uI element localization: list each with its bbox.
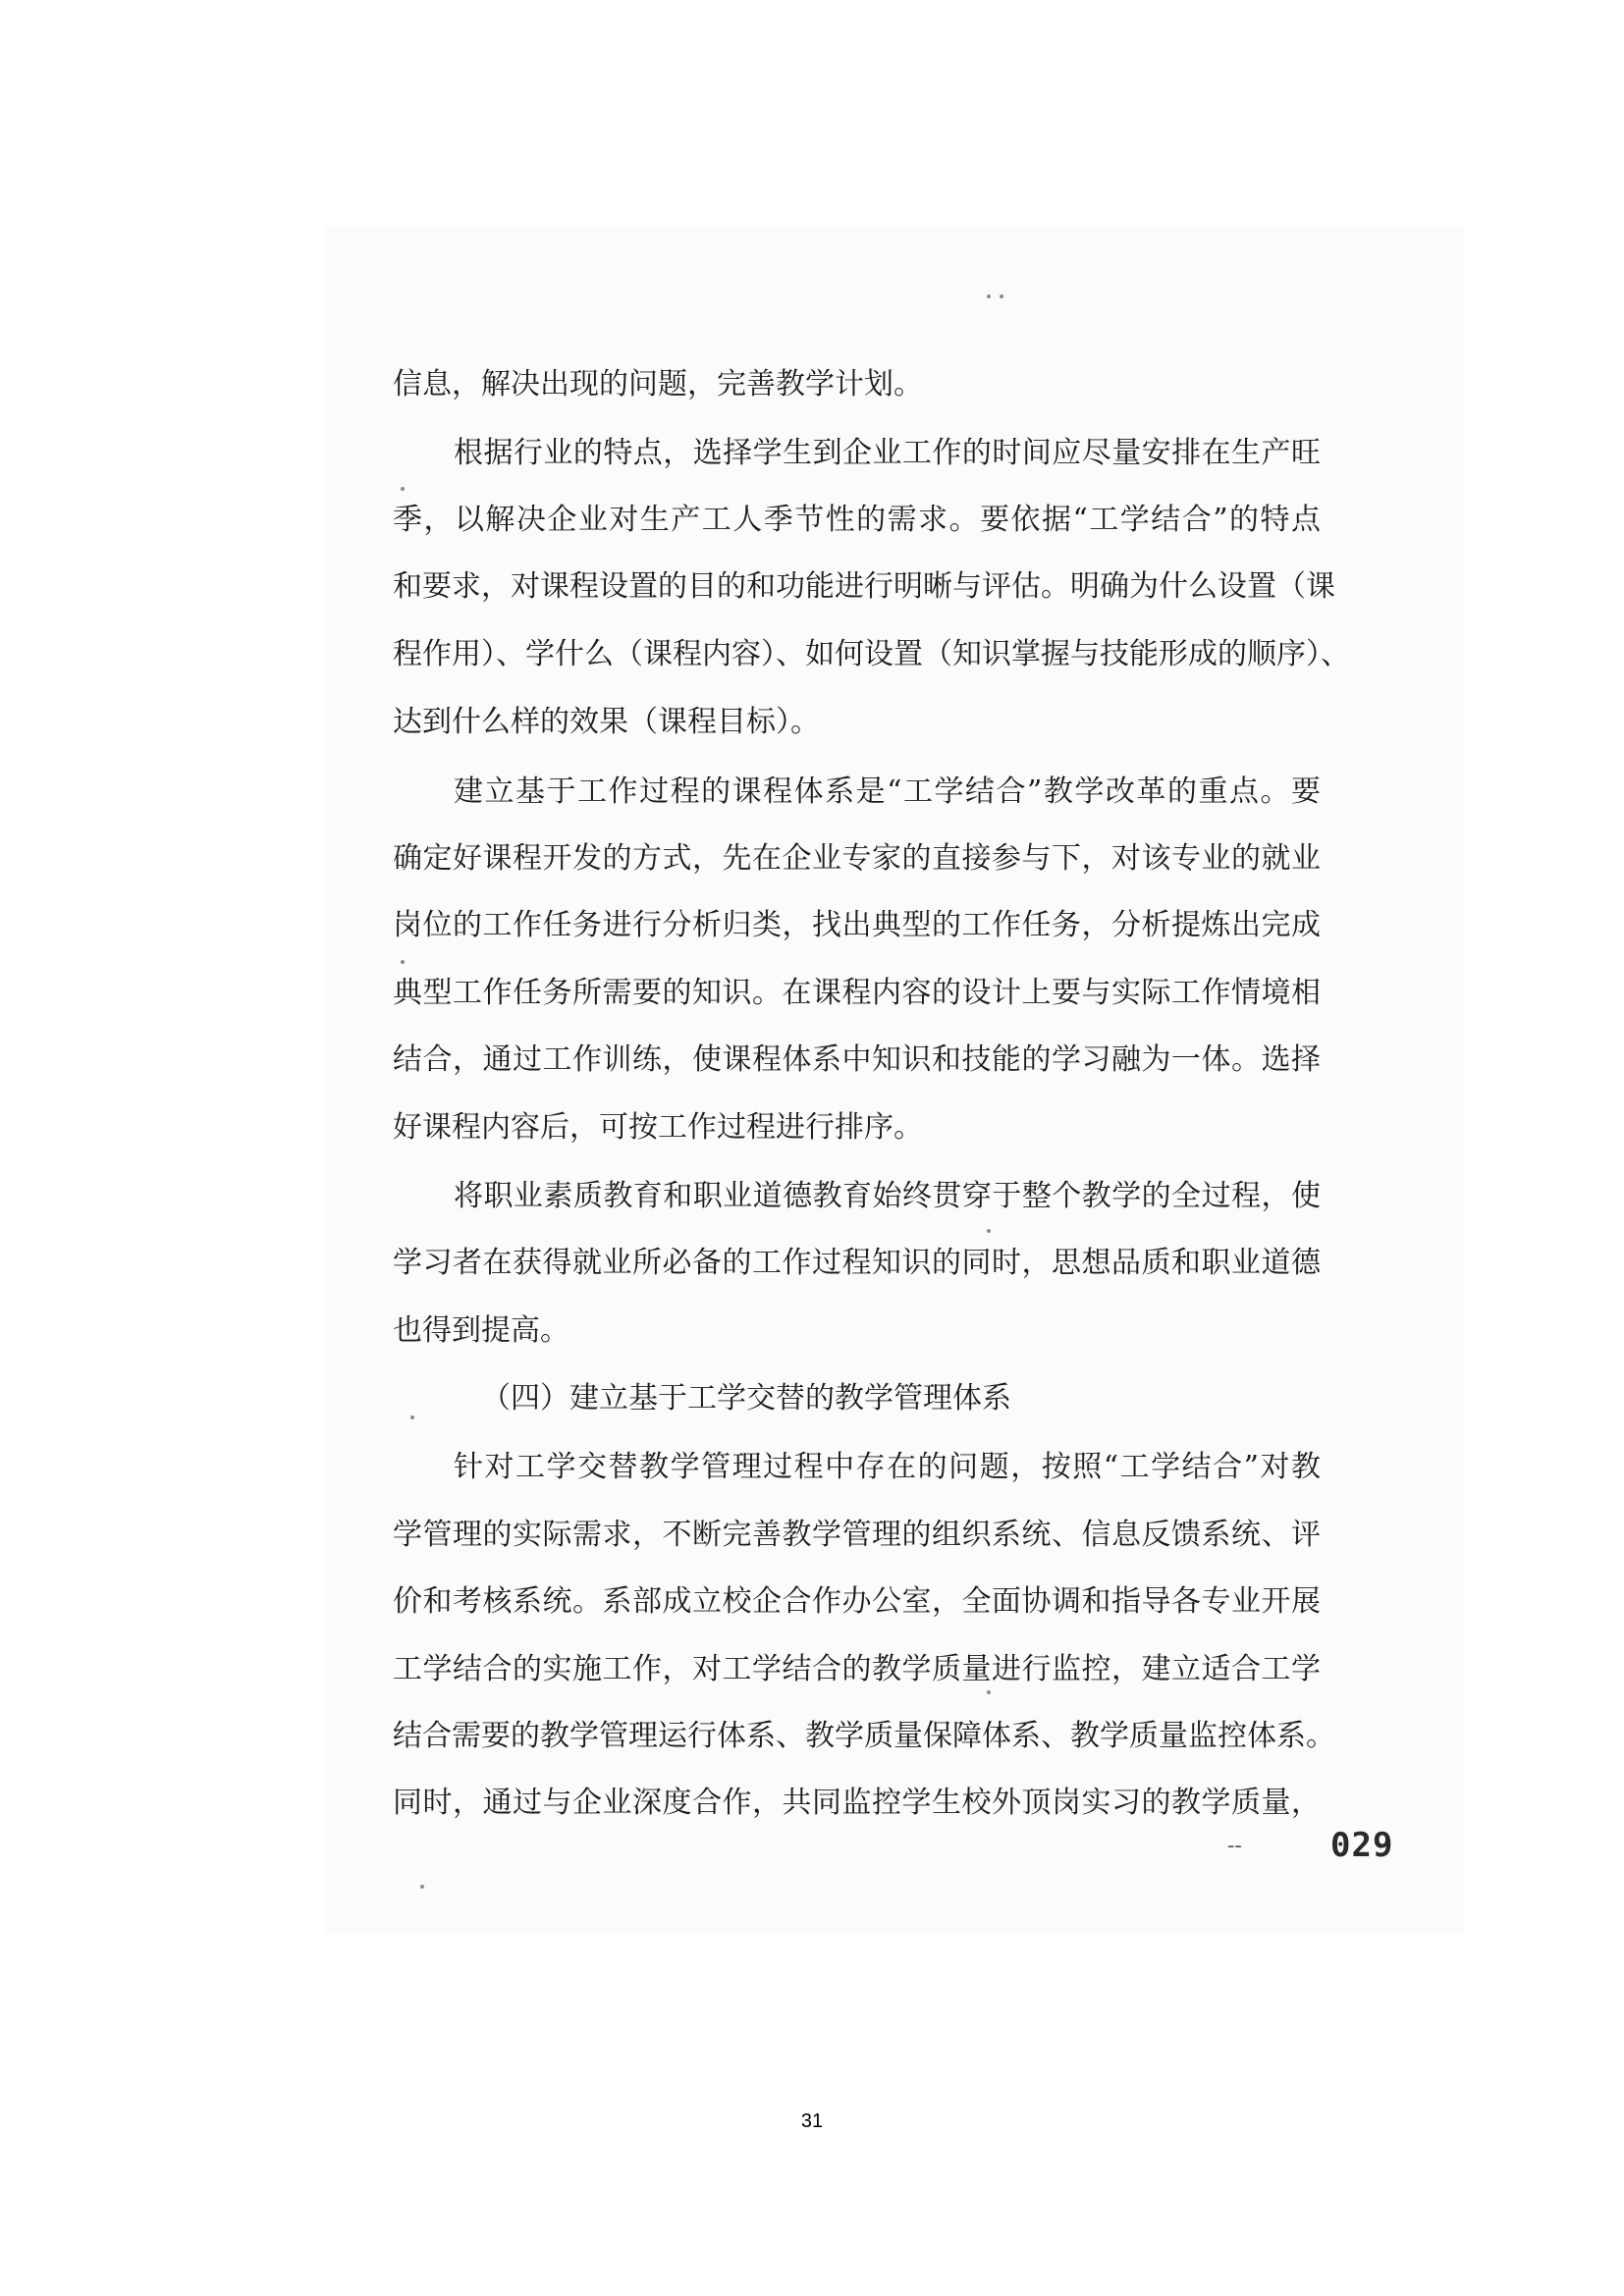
body-text-line: 确定好课程开发的方式，先在企业专家的直接参与下，对该专业的就业 — [393, 841, 1321, 876]
body-text-line: 同时，通过与企业深度合作，共同监控学生校外顶岗实习的教学质量， — [393, 1786, 1321, 1820]
scan-speck — [987, 1229, 991, 1233]
body-text-line: 达到什么样的效果（课程目标）。 — [393, 705, 820, 739]
body-text-line: 结合，通过工作训练，使课程体系中知识和技能的学习融为一体。选择 — [393, 1042, 1321, 1077]
section-heading: （四）建立基于工学交替的教学管理体系 — [481, 1381, 1011, 1415]
body-text-line: 根据行业的特点，选择学生到企业工作的时间应尽量安排在生产旺 — [454, 436, 1321, 470]
body-text-line: 也得到提高。 — [393, 1313, 569, 1348]
body-text-line: 结合需要的教学管理运行体系、教学质量保障体系、教学质量监控体系。 — [393, 1719, 1335, 1753]
body-text-line: 价和考核系统。系部成立校企合作办公室，全面协调和指导各专业开展 — [393, 1584, 1321, 1619]
body-text-line: 针对工学交替教学管理过程中存在的问题，按照“工学结合”对教 — [454, 1450, 1321, 1484]
scan-speck — [420, 1885, 424, 1889]
body-text-line: 岗位的工作任务进行分析归类，找出典型的工作任务，分析提炼出完成 — [393, 908, 1321, 942]
body-text-line: 建立基于工作过程的课程体系是“工学结合”教学改革的重点。要 — [454, 774, 1321, 809]
scan-dash-mark: -- — [1227, 1834, 1242, 1858]
scan-speck — [410, 1415, 414, 1419]
body-text-line: 和要求，对课程设置的目的和功能进行明晰与评估。明确为什么设置（课 — [393, 569, 1335, 604]
scan-speck — [401, 960, 405, 964]
body-text-line: 学习者在获得就业所必备的工作过程知识的同时，思想品质和职业道德 — [393, 1246, 1321, 1280]
footer-page-number: 31 — [800, 2110, 824, 2132]
body-text-line: 学管理的实际需求，不断完善教学管理的组织系统、信息反馈系统、评 — [393, 1518, 1321, 1552]
scan-speck — [1000, 294, 1003, 298]
body-text-line: 将职业素质教育和职业道德教育始终贯穿于整个教学的全过程，使 — [454, 1179, 1321, 1213]
body-text-line: 程作用）、学什么（课程内容）、如何设置（知识掌握与技能形成的顺序）、 — [393, 637, 1350, 671]
scan-speck — [987, 294, 991, 298]
body-text-line: 季，以解决企业对生产工人季节性的需求。要依据“工学结合”的特点 — [393, 503, 1321, 537]
scan-speck — [401, 487, 405, 491]
scan-page-number: 029 — [1330, 1826, 1394, 1865]
body-text-line: 好课程内容后，可按工作过程进行排序。 — [393, 1110, 923, 1145]
body-text-line: 工学结合的实施工作，对工学结合的教学质量进行监控，建立适合工学 — [393, 1652, 1321, 1686]
body-text-line: 典型工作任务所需要的知识。在课程内容的设计上要与实际工作情境相 — [393, 976, 1321, 1010]
body-text-line: 信息，解决出现的问题，完善教学计划。 — [393, 367, 923, 401]
